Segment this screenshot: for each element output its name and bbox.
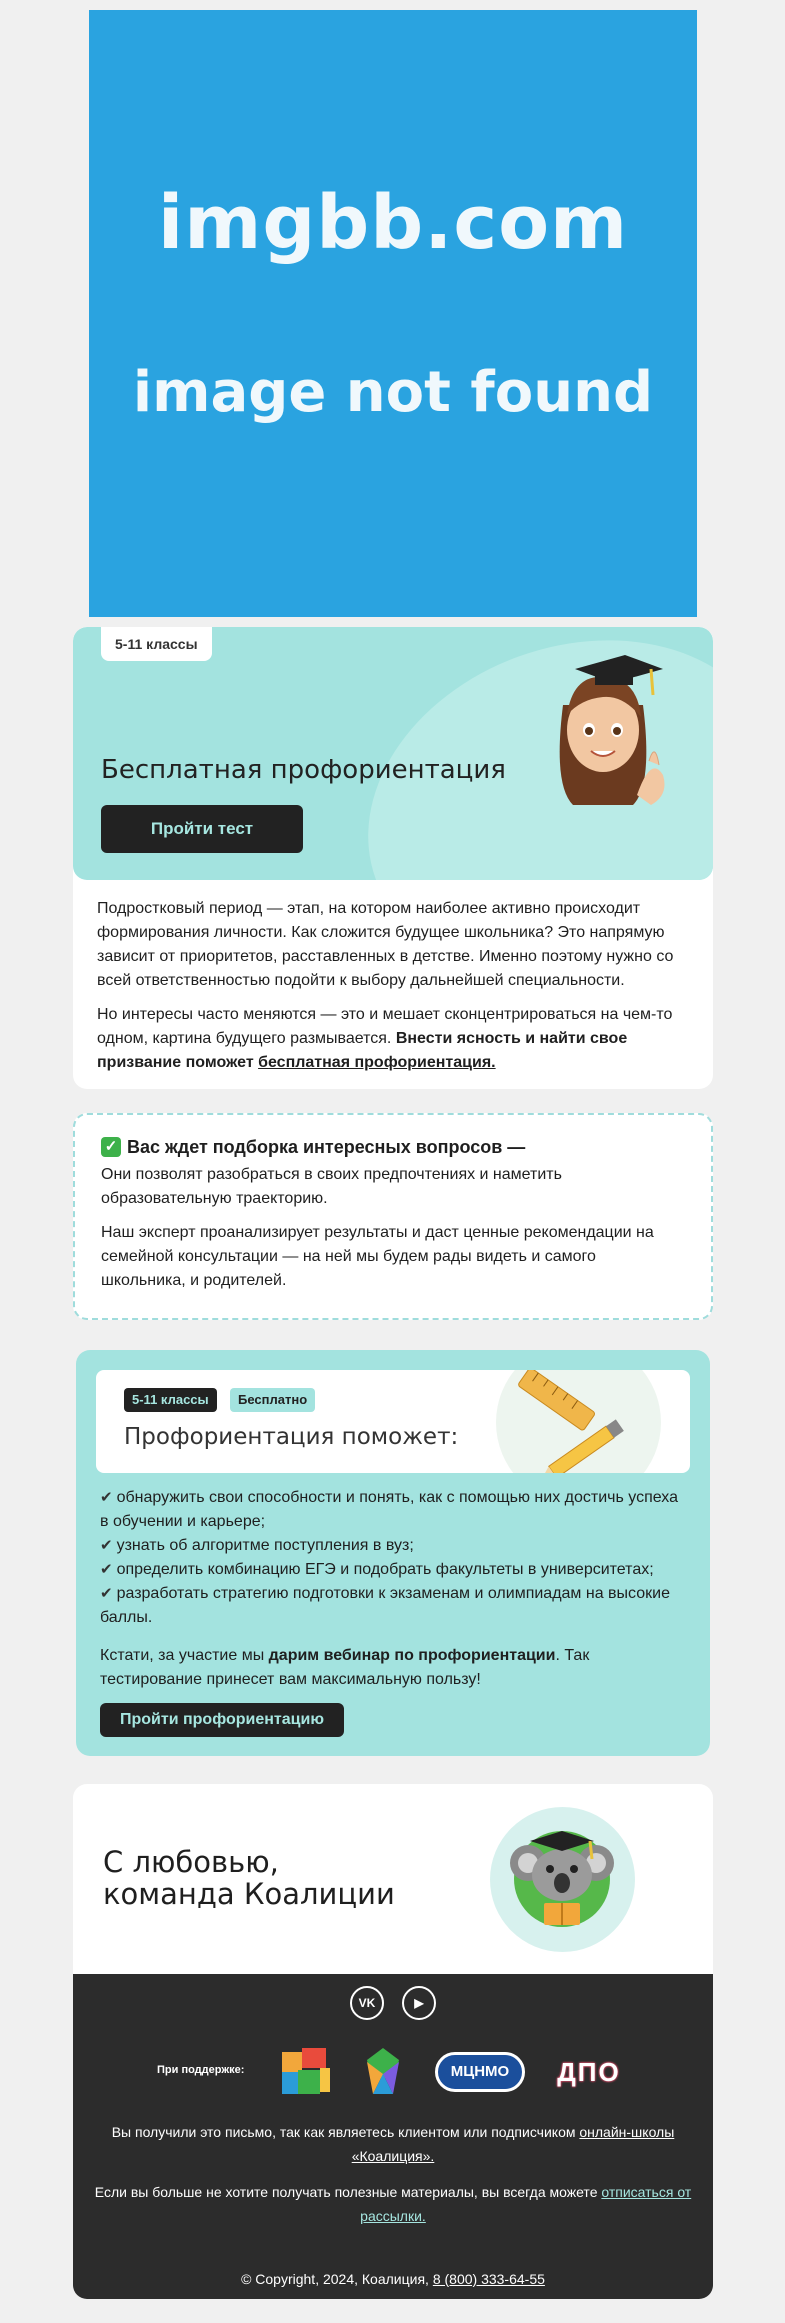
ruler-pencil-icon	[496, 1370, 646, 1473]
hero-image-placeholder	[89, 10, 697, 617]
check-mark-icon: ✓	[101, 1137, 121, 1157]
questions-title	[101, 1135, 685, 1159]
list-item	[100, 1534, 690, 1558]
signoff-card	[73, 1784, 713, 1974]
list-item-text: разработать стратегию подготовки к экзаменам и олимпиадам на высокие баллы.	[100, 1585, 670, 1626]
webinar-note-bold: дарим вебинар по профориентации	[268, 1647, 556, 1664]
help-banner	[96, 1370, 690, 1473]
career-guidance-banner	[73, 627, 713, 880]
intro-paragraph-1: Подростковый период — этап, на котором наиболее активно происходит формирования личности. Как сложится будущее школьника? Это напрямую зависит от приоритетов, расставленных в детстве. Именно поэтому нужно со всей ответственностью подойти к выбору дальнейшей специальности.	[97, 900, 674, 989]
signoff-line2: команда Коалиции	[103, 1877, 395, 1911]
vk-icon[interactable]: VK	[350, 1986, 384, 2020]
list-item-text: узнать об алгоритме поступления в вуз;	[116, 1537, 414, 1554]
check-icon: ✔	[100, 1585, 113, 1602]
list-item-text: определить комбинацию ЕГЭ и подобрать факультеты в университетах;	[116, 1561, 654, 1578]
phone-link[interactable]: 8 (800) 333-64-55	[432, 2271, 545, 2287]
questions-paragraph-1: Они позволят разобраться в своих предпочтениях и наметить образовательную траекторию.	[101, 1166, 562, 1207]
check-icon: ✔	[100, 1561, 113, 1578]
free-guidance-link[interactable]: бесплатная профориентация.	[258, 1054, 496, 1071]
girl-avatar-icon	[533, 645, 673, 815]
career-guidance-card	[73, 627, 713, 1089]
intro-p2-text: Но интересы часто меняются — это и мешает сконцентрироваться на чем-то одном, картина будущего размывается.	[97, 1006, 673, 1047]
reason-text: Вы получили это письмо, так как являетесь клиентом или подписчиком	[111, 2124, 580, 2140]
partner-logo-dpo: ДПО	[557, 2057, 621, 2087]
partner-logo-mcnmo: МЦНМО	[435, 2052, 525, 2092]
questions-card	[73, 1113, 713, 1320]
unsubscribe-link[interactable]: отписаться от рассылки.	[360, 2184, 692, 2224]
list-item	[100, 1486, 690, 1534]
grade-chip: 5-11 классы	[101, 627, 212, 661]
questions-paragraph-2: Наш эксперт проанализирует результаты и даст ценные рекомендации на семейной консультации — на ней мы будем рады видеть и самого школьника, и родителей.	[101, 1224, 654, 1289]
take-guidance-button[interactable]: Пройти профориентацию	[100, 1703, 344, 1737]
signoff-text	[103, 1846, 395, 1910]
support-label: При поддержке:	[157, 2064, 245, 2076]
koala-mascot-icon	[490, 1807, 635, 1952]
banner-title: Бесплатная профориентация	[101, 755, 506, 785]
grade-chip-dark: 5-11 классы	[124, 1388, 217, 1412]
copyright-text: © Copyright, 2024, Коалиция,	[241, 2271, 433, 2287]
list-item	[100, 1558, 690, 1582]
partner-logo-cubes-icon	[278, 2044, 334, 2100]
footer	[73, 1974, 713, 2299]
youtube-icon[interactable]: ▶	[402, 1986, 436, 2020]
list-item-text: обнаружить свои способности и понять, как с помощью них достичь успеха в обучении и карьере;	[100, 1489, 679, 1530]
free-chip: Бесплатно	[230, 1388, 315, 1412]
list-item	[100, 1582, 690, 1630]
copyright	[73, 2271, 713, 2287]
check-icon: ✔	[100, 1489, 113, 1506]
take-test-button[interactable]: Пройти тест	[101, 805, 303, 853]
school-link[interactable]: онлайн-школы «Коалиция».	[351, 2124, 675, 2164]
intro-paragraph-2	[97, 1003, 689, 1075]
help-title: Профориентация поможет:	[124, 1424, 459, 1450]
webinar-note	[100, 1644, 690, 1692]
unsubscribe-note	[93, 2180, 693, 2228]
webinar-note-text: Кстати, за участие мы	[100, 1647, 269, 1664]
help-card	[76, 1350, 710, 1756]
webinar-note-end: . Так тестирование принесет вам максимальную пользу!	[100, 1647, 590, 1688]
intro-text	[97, 897, 689, 1085]
hero-placeholder-line2: image not found	[132, 360, 654, 425]
partner-logo-star-icon	[355, 2044, 411, 2100]
unsub-text: Если вы больше не хотите получать полезные материалы, вы всегда можете	[94, 2184, 602, 2200]
hero-placeholder-line1: imgbb.com	[157, 180, 629, 266]
questions-title-text: Вас ждет подборка интересных вопросов —	[127, 1137, 526, 1157]
benefits-list	[100, 1486, 690, 1630]
check-icon: ✔	[100, 1537, 113, 1554]
signoff-line1: С любовью,	[103, 1845, 279, 1879]
subscription-reason	[93, 2120, 693, 2168]
intro-p2-bold: Внести ясность и найти свое призвание поможет	[97, 1030, 628, 1071]
